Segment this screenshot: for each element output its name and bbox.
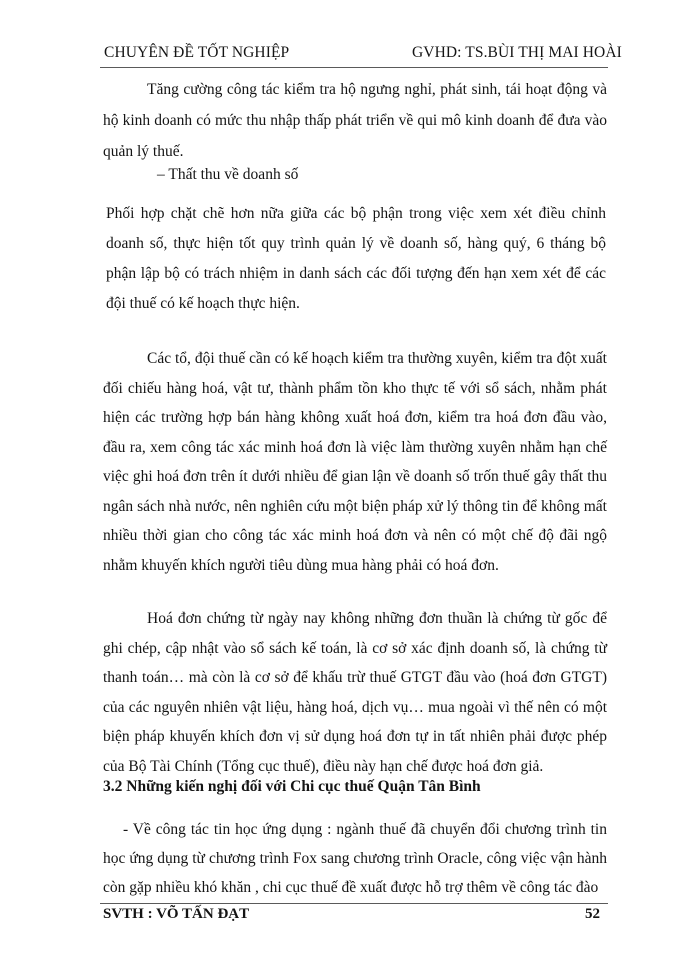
paragraph-tax-teams: Các tổ, đội thuế cần có kế hoạch kiểm tra thường xuyên, kiểm tra đột xuất đối chiếu hàng hoá, vật tư, thành phẩm tồn kho thực tế với sổ sách, nhằm phát hiện các trường hợp bán hàng không xuất hoá đơn, kiểm tra hoá đơn đầu vào, đầu ra, xem công tác xác minh hoá đơn là việc làm thường xuyên nhằm hạn chế việc ghi hoá đơn trên ít dưới nhiều để gian lận về doanh số trốn thuế gây thất thu ngân sách nhà nước, nên nghiên cứu một biện pháp xử lý thông tin để không mất nhiều thời gian cho công tác xác minh hoá đơn và nên có một chế độ đãi ngộ nhằm khuyến khích người tiêu dùng mua hàng phải có hoá đơn.: [103, 350, 607, 574]
header-document-title: CHUYÊN ĐỀ TỐT NGHIỆP: [104, 44, 290, 61]
header-advisor: GVHD: TS.BÙI THỊ MAI HOÀI: [412, 44, 622, 61]
paragraph-coordination: Phối hợp chặt chẽ hơn nữa giữa các bộ phận trong việc xem xét điều chỉnh doanh số, thực hiện tốt quy trình quản lý về doanh số, hàng quý, 6 tháng bộ phận lập bộ có trách nhiệm in danh sách các đối tượng đến hạn xem xét để các đội thuế có kế hoạch thực hiện.: [106, 205, 606, 312]
paragraph-inspection: Tăng cường công tác kiểm tra hộ ngưng nghỉ, phát sinh, tái hoạt động và hộ kinh doanh có mức thu nhập thấp phát triển về qui mô kinh doanh để đưa vào quản lý thuế.: [103, 81, 607, 160]
footer-student: SVTH : VÕ TẤN ĐẠT: [103, 906, 250, 922]
subheading-revenue-loss: – Thất thu về doanh số: [157, 166, 299, 183]
page-number: 52: [585, 906, 600, 922]
paragraph-invoices: Hoá đơn chứng từ ngày nay không những đơn thuần là chứng từ gốc để ghi chép, cập nhật vào sổ sách kế toán, là cơ sở xác định doanh số, là chứng từ thanh toán… mà còn là cơ sở để khấu trừ thuế GTGT đầu vào (hoá đơn GTGT) của các nguyên nhiên vật liệu, hàng hoá, dịch vụ… mua ngoài vì thế nên có một biện pháp khuyến khích đơn vị sử dụng hoá đơn tự in tất nhiên phải được phép của Bộ Tài Chính (Tổng cục thuế), điều này hạn chế được hoá đơn giả.: [103, 610, 607, 775]
footer-rule: [100, 903, 608, 904]
paragraph-it-application: - Về công tác tin học ứng dụng : ngành thuế đã chuyển đổi chương trình tin học ứng dụng từ chương trình Fox sang chương trình Oracle, công việc vận hành còn gặp nhiều khó khăn , chi cục thuế đề xuất được hỗ trợ thêm về công tác đào: [103, 821, 607, 896]
page-header: [0, 0, 700, 70]
header-rule: [100, 67, 608, 68]
section-heading: 3.2 Những kiến nghị đối với Chi cục thuế Quận Tân Bình: [103, 778, 481, 795]
